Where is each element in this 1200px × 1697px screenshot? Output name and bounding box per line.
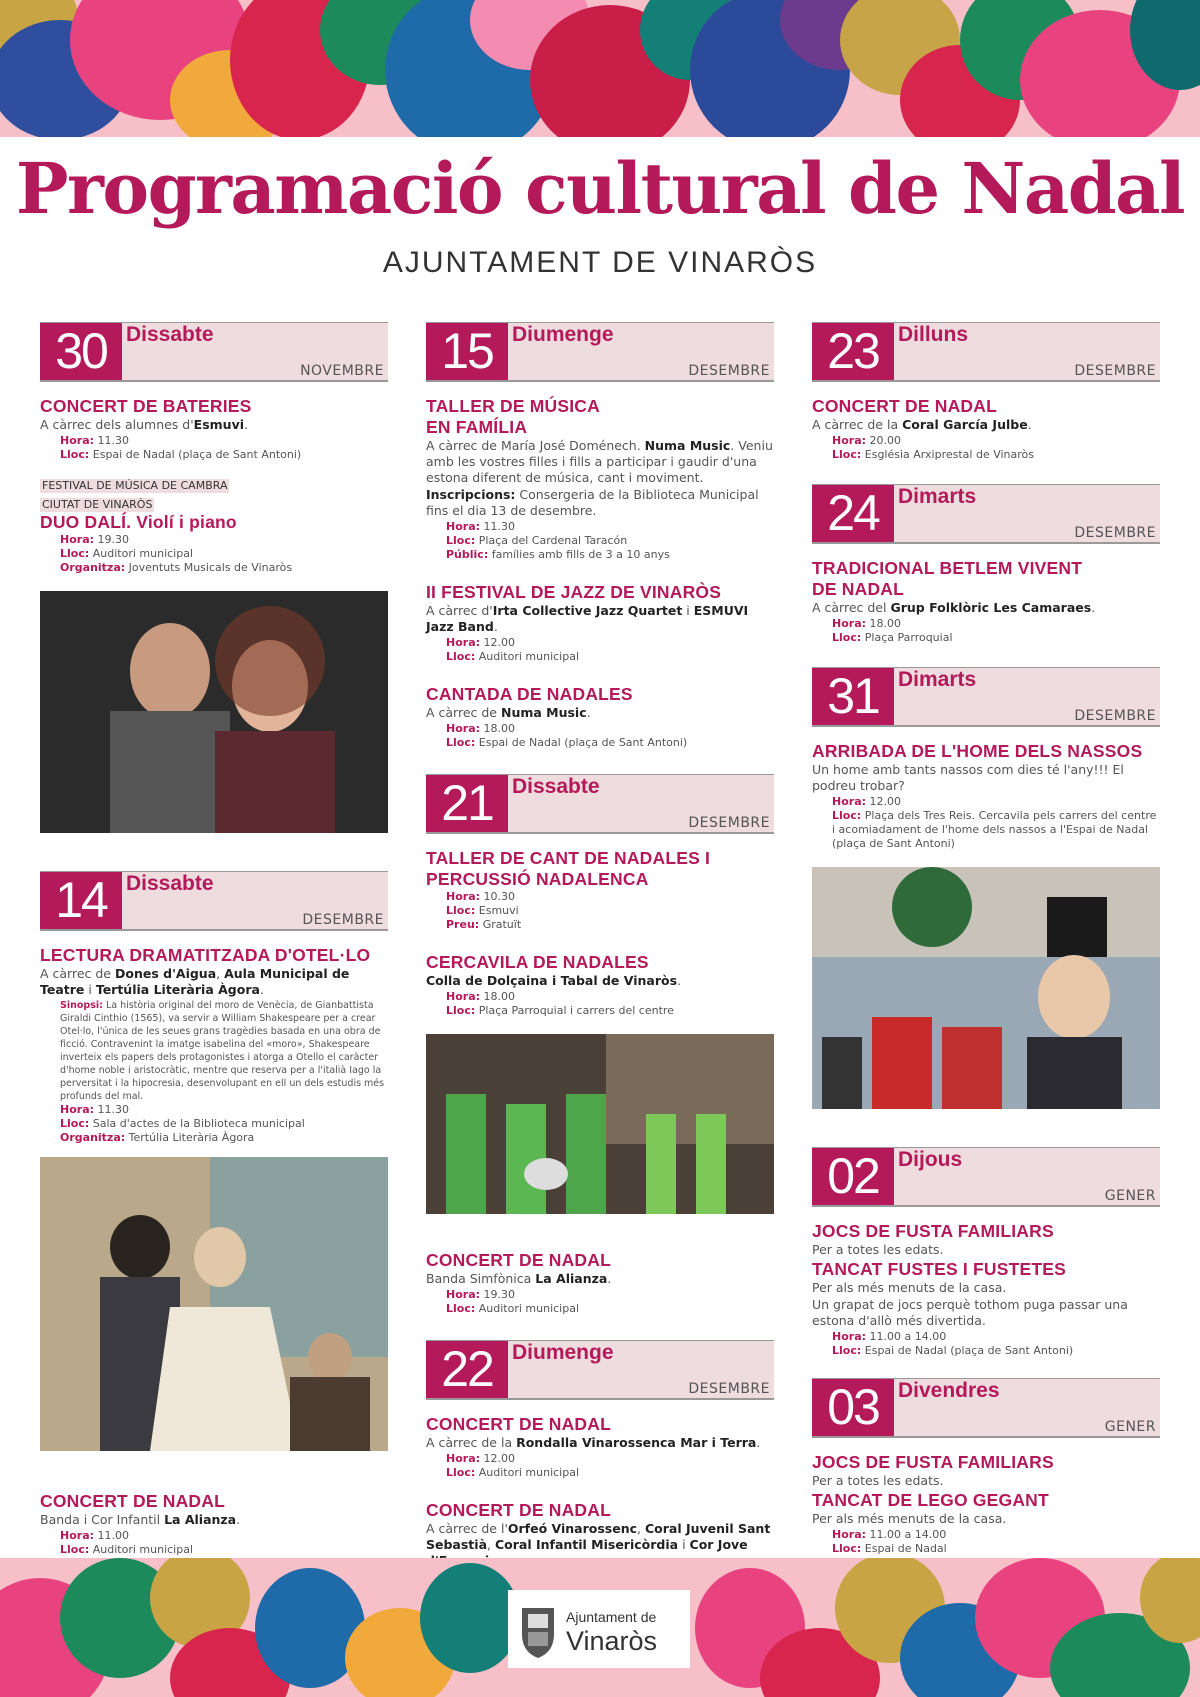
event-title: CONCERT DE NADAL xyxy=(426,1250,612,1270)
event-title: DUO DALÍ. Violí i piano xyxy=(40,512,237,532)
event-organizer: A càrrec de la Coral García Julbe. xyxy=(812,417,1032,432)
event-time: Hora: 18.00 xyxy=(446,722,516,735)
event-title: CONCERT DE NADAL xyxy=(40,1491,226,1511)
date-number: 22 xyxy=(426,1341,508,1398)
event-title: EN FAMÍLIA xyxy=(426,417,528,437)
event-place: Lloc: Auditori municipal xyxy=(446,1302,580,1315)
event-description: Per als més menuts de la casa. xyxy=(812,1511,1007,1526)
event-place: Lloc: Esmuvi xyxy=(446,904,519,917)
event-description: Per als més menuts de la casa. xyxy=(812,1280,1007,1295)
event-home-dels-nassos xyxy=(812,741,1160,851)
event-description: Per a totes les edats. xyxy=(812,1473,944,1488)
event-time: Hora: 20.00 xyxy=(832,434,902,447)
event-place: Lloc: Plaça dels Tres Reis. Cercavila pels carrers del centre i acomiadament de l'home dels nassos a l'Espai de Nadal (plaça de Sant Antoni) xyxy=(832,809,1157,850)
event-organizer: A càrrec d'Irta Collective Jazz Quartet i ESMUVI Jazz Band. xyxy=(426,603,749,634)
event-audience: Públic: famílies amb fills de 3 a 10 anys xyxy=(446,548,670,561)
event-jocs-fusta-2 xyxy=(812,1452,1160,1489)
event-time: Hora: 10.30 xyxy=(446,890,516,903)
event-description: A càrrec de María José Doménech. Numa Music. Veniu amb les vostres filles i fills a participar i gaudir d'una estona diferent de música, cant i moviment. xyxy=(426,438,773,485)
event-lectura-otello xyxy=(40,945,388,1145)
event-time: Hora: 12.00 xyxy=(446,1452,516,1465)
event-title: JOCS DE FUSTA FAMILIARS xyxy=(812,1221,1054,1241)
event-taller-cant xyxy=(426,848,774,932)
date-month: DESEMBRE xyxy=(688,1381,770,1397)
date-number: 14 xyxy=(40,872,122,929)
event-time: Hora: 11.00 xyxy=(60,1529,130,1542)
date-number: 31 xyxy=(812,668,894,725)
event-organizer: Banda Simfònica La Alianza. xyxy=(426,1271,612,1286)
date-month: GENER xyxy=(1104,1188,1156,1204)
event-title: DE NADAL xyxy=(812,579,905,599)
event-concert-nadal-2 xyxy=(426,1250,774,1316)
date-weekday: Divendres xyxy=(898,1379,1000,1402)
duo-dali-photo xyxy=(40,591,388,833)
date-weekday: Diumenge xyxy=(512,323,614,346)
event-festival-jazz xyxy=(426,582,774,664)
event-title: JOCS DE FUSTA FAMILIARS xyxy=(812,1452,1054,1472)
date-month: GENER xyxy=(1104,1419,1156,1435)
event-place: Lloc: Auditori municipal xyxy=(446,650,580,663)
event-place: Lloc: Espai de Nadal (plaça de Sant Antoni) xyxy=(60,448,302,461)
logo-line-1: Ajuntament de xyxy=(566,1609,657,1625)
date-weekday: Dilluns xyxy=(898,323,969,346)
event-time: Hora: 11.30 xyxy=(446,520,516,533)
date-month: DESEMBRE xyxy=(1074,525,1156,541)
page-subtitle: AJUNTAMENT DE VINARÒS xyxy=(382,246,818,279)
event-title: CONCERT DE NADAL xyxy=(812,396,998,416)
event-organizer: A càrrec de la Rondalla Vinarossenca Mar i Terra. xyxy=(426,1435,761,1450)
date-number: 02 xyxy=(812,1148,894,1205)
event-title: PERCUSSIÓ NADALENCA xyxy=(426,869,649,889)
event-title: LECTURA DRAMATITZADA D'OTEL·LO xyxy=(40,945,371,965)
ajuntament-logo xyxy=(508,1590,690,1668)
event-description: Un home amb tants nassos com dies té l'any!!! El podreu trobar? xyxy=(812,762,1124,793)
event-place: Lloc: Plaça Parroquial xyxy=(832,631,953,644)
event-title: TALLER DE MÚSICA xyxy=(426,396,600,416)
event-time: Hora: 11.30 xyxy=(60,434,130,447)
event-place: Lloc: Sala d'actes de la Biblioteca municipal xyxy=(60,1117,305,1130)
otello-painting xyxy=(40,1157,388,1451)
event-price: Preu: Gratuït xyxy=(446,918,522,931)
date-month: DESEMBRE xyxy=(1074,363,1156,379)
event-place: Lloc: Auditori municipal xyxy=(60,547,194,560)
event-title: II FESTIVAL DE JAZZ DE VINARÒS xyxy=(426,582,722,602)
event-title: TANCAT DE LEGO GEGANT xyxy=(812,1490,1049,1510)
date-number: 03 xyxy=(812,1379,894,1436)
date-weekday: Dimarts xyxy=(898,485,977,508)
event-synopsis: Sinopsi: La història original del moro de Venècia, de Gianbattista Giraldi Cinthio (1565), va servir a William Shakespeare per a crear Otel·lo, l'única de les seues grans tragèdies basada en una obra de ficció. Contravenint la imatge isabelina del «moro», Shakespeare inverteix els papers dels protagonistes i atorga a Otello el caràcter d'home noble i aristocràtic, mentre que reserva per a l'italià Iago la perversitat i la hipocresia, desenvolupant en ell un dels estudis més profunds del mal. xyxy=(60,1000,385,1102)
event-taller-musica xyxy=(426,396,774,562)
event-betlem-vivent xyxy=(812,558,1160,645)
event-organizer: A càrrec de Dones d'Aigua, Aula Municipal de Teatre i Tertúlia Literària Àgora. xyxy=(40,966,350,997)
event-organizer: A càrrec de Numa Music. xyxy=(426,705,591,720)
date-header-30-nov xyxy=(40,322,388,382)
event-title: TALLER DE CANT DE NADALES I xyxy=(426,848,711,868)
date-header-24-des xyxy=(812,484,1160,544)
date-number: 30 xyxy=(40,323,122,380)
event-description: Un grapat de jocs perquè tothom puga passar una estona d'allò més divertida. xyxy=(812,1297,1128,1328)
home-dels-nassos-photo xyxy=(812,867,1160,1109)
cercavila-photo xyxy=(426,1034,774,1214)
event-title: CONCERT DE NADAL xyxy=(426,1414,612,1434)
event-fustes-fustetes xyxy=(812,1259,1160,1358)
event-concert-nadal-3 xyxy=(426,1414,774,1480)
event-registration: Inscripcions: Consergeria de la Biblioteca Municipal fins el dia 13 de desembre. xyxy=(426,487,759,518)
event-place: Lloc: Espai de Nadal (plaça de Sant Antoni) xyxy=(446,736,688,749)
festival-tag: FESTIVAL DE MÚSICA DE CAMBRA xyxy=(42,479,228,492)
event-time: Hora: 19.30 xyxy=(60,533,130,546)
event-duo-dali xyxy=(40,474,388,575)
column-3 xyxy=(812,322,1160,1570)
event-title: CERCAVILA DE NADALES xyxy=(426,952,649,972)
event-time: Hora: 11.30 xyxy=(60,1103,130,1116)
event-place: Lloc: Plaça Parroquial i carrers del centre xyxy=(446,1004,674,1017)
date-number: 23 xyxy=(812,323,894,380)
date-month: DESEMBRE xyxy=(688,815,770,831)
event-title: CONCERT DE NADAL xyxy=(426,1500,612,1520)
event-title: CANTADA DE NADALES xyxy=(426,684,633,704)
event-organizer: Organitza: Tertúlia Literària Àgora xyxy=(60,1131,255,1144)
event-concert-bateries xyxy=(40,396,388,462)
event-title: TRADICIONAL BETLEM VIVENT xyxy=(812,558,1083,578)
date-header-15-des xyxy=(426,322,774,382)
date-weekday: Dimarts xyxy=(898,668,977,691)
date-header-03-gen xyxy=(812,1378,1160,1438)
date-header-14-des xyxy=(40,871,388,931)
event-place: Lloc: Plaça del Cardenal Taracón xyxy=(446,534,628,547)
event-organizer: A càrrec de l'Orfeó Vinarossenc, Coral Juvenil Sant Sebastià, Coral Infantil Misericòrdia i Cor Jove xyxy=(426,1521,771,1552)
event-place: Lloc: Auditori municipal xyxy=(446,1466,580,1479)
date-weekday: Dissabte xyxy=(126,872,214,895)
date-weekday: Dijous xyxy=(898,1148,963,1171)
date-header-22-des xyxy=(426,1340,774,1400)
event-organizer: A càrrec del Grup Folklòric Les Camaraes. xyxy=(812,600,1096,615)
date-month: DESEMBRE xyxy=(302,912,384,928)
event-cantada-nadales xyxy=(426,684,774,750)
event-organizer: Banda i Cor Infantil La Alianza. xyxy=(40,1512,241,1527)
date-header-21-des xyxy=(426,774,774,834)
top-decorative-banner xyxy=(0,0,1200,137)
event-title: CONCERT DE BATERIES xyxy=(40,396,252,416)
date-weekday: Dissabte xyxy=(512,775,600,798)
event-time: Hora: 18.00 xyxy=(832,617,902,630)
date-number: 24 xyxy=(812,485,894,542)
event-time: Hora: 11.00 a 14.00 xyxy=(832,1330,947,1343)
column-1 xyxy=(40,322,388,1557)
event-time: Hora: 12.00 xyxy=(832,795,902,808)
event-place: Lloc: Església Arxiprestal de Vinaròs xyxy=(832,448,1035,461)
page-title: Programació cultural de Nadal xyxy=(15,147,1185,230)
date-month: DESEMBRE xyxy=(1074,708,1156,724)
event-cercavila xyxy=(426,952,774,1018)
event-place: Lloc: Auditori municipal xyxy=(60,1543,194,1556)
logo-line-2: Vinaròs xyxy=(566,1626,658,1656)
event-place: Lloc: Espai de Nadal xyxy=(832,1542,947,1555)
event-time: Hora: 12.00 xyxy=(446,636,516,649)
date-weekday: Diumenge xyxy=(512,1341,614,1364)
date-weekday: Dissabte xyxy=(126,323,214,346)
event-time: Hora: 11.00 a 14.00 xyxy=(832,1528,947,1541)
date-header-23-des xyxy=(812,322,1160,382)
date-header-02-gen xyxy=(812,1147,1160,1207)
date-number: 21 xyxy=(426,775,508,832)
event-description: Per a totes les edats. xyxy=(812,1242,944,1257)
festival-tag: CIUTAT DE VINARÒS xyxy=(42,498,153,511)
event-organizer: Organitza: Joventuts Musicals de Vinaròs xyxy=(60,561,293,574)
date-number: 15 xyxy=(426,323,508,380)
event-jocs-fusta-1 xyxy=(812,1221,1160,1258)
event-concert-nadal-5 xyxy=(812,396,1160,462)
event-time: Hora: 19.30 xyxy=(446,1288,516,1301)
column-2 xyxy=(426,322,774,1598)
date-header-31-des xyxy=(812,667,1160,727)
event-time: Hora: 18.00 xyxy=(446,990,516,1003)
date-month: NOVEMBRE xyxy=(300,363,384,379)
event-organizer: A càrrec dels alumnes d'Esmuvi. xyxy=(40,417,248,432)
event-title: TANCAT FUSTES I FUSTETES xyxy=(812,1259,1067,1279)
event-title: ARRIBADA DE L'HOME DELS NASSOS xyxy=(812,741,1143,761)
event-place: Lloc: Espai de Nadal (plaça de Sant Antoni) xyxy=(832,1344,1074,1357)
event-organizer: Colla de Dolçaina i Tabal de Vinaròs. xyxy=(426,973,681,988)
date-month: DESEMBRE xyxy=(688,363,770,379)
event-concert-nadal-1 xyxy=(40,1491,388,1557)
